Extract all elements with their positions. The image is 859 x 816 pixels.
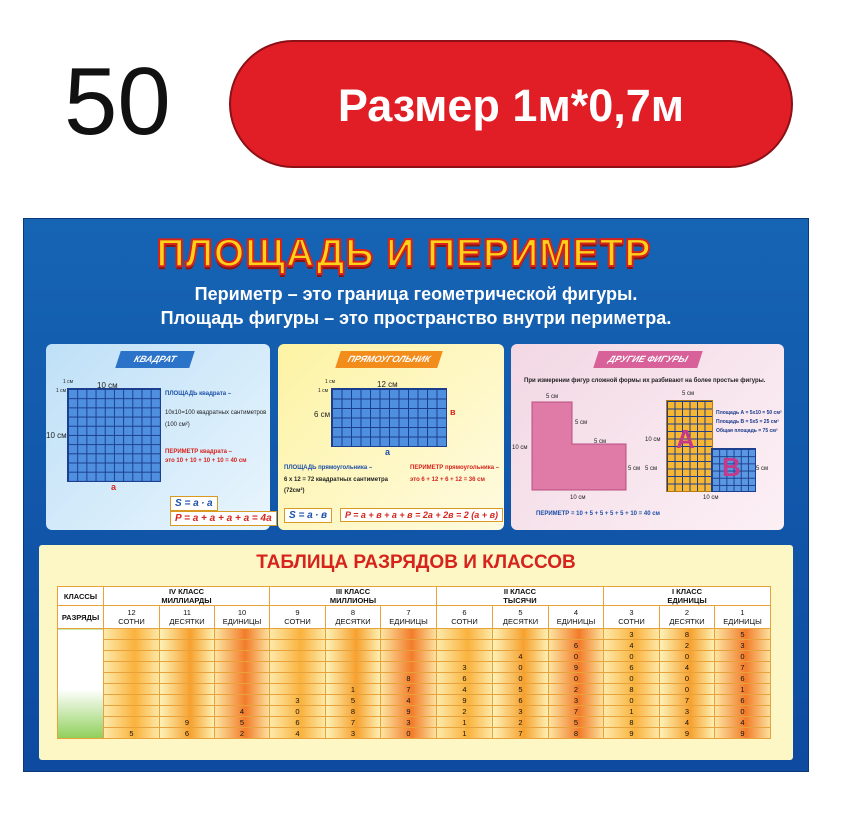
table-cell: 3 [270,695,326,706]
table-cell: 9 [715,728,771,739]
table-cell [326,640,381,651]
table-cell: 9 [160,717,215,728]
table-cell [437,651,493,662]
table-cell [104,629,160,640]
table-cell [381,640,437,651]
table-cell [549,629,604,640]
shapes-dim-bottom: 10 см [703,495,719,501]
table-cell: 0 [493,662,549,673]
ranks-table [57,586,771,739]
rank-header: 4 ЕДИНИЦЫ [549,606,604,629]
table-cell: 4 [215,706,270,717]
table-cell [160,629,215,640]
shape-a-dim-top: 5 см [682,391,695,397]
rank-header: 9 СОТНИ [270,606,326,629]
row-label-classes: КЛАССЫ [58,587,104,606]
table-cell [160,651,215,662]
table-cell: 0 [660,684,715,695]
table-cell: 0 [715,651,771,662]
table-cell [215,640,270,651]
rank-header: 7 ЕДИНИЦЫ [381,606,437,629]
table-cell [381,629,437,640]
table-cell [381,662,437,673]
square-formula-perimeter: P = a + a + a + a = 4a [170,511,277,526]
shape-b-dim-left: 5 см [645,466,658,472]
table-cell: 7 [381,684,437,695]
table-cell: 2 [215,728,270,739]
item-number: 50 [64,48,171,155]
square-unit-2: 1 см [56,388,67,394]
table-cell: 4 [493,651,549,662]
rectangle-area-3: (72см²) [284,488,305,494]
rectangle-perimeter-1: ПЕРИМЕТР прямоугольника – [410,465,500,471]
table-cell [270,640,326,651]
table-row [58,651,771,662]
table-cell [326,651,381,662]
table-cell: 7 [715,662,771,673]
table-cell: 6 [270,717,326,728]
size-badge [229,40,793,168]
table-cell: 3 [604,629,660,640]
table-cell [104,662,160,673]
l-shape-dim-top: 5 см [546,394,559,400]
table-cell: 6 [604,662,660,673]
square-letter-a: а [111,482,117,492]
table-cell [160,673,215,684]
shape-b-dim-right: 5 см [756,466,769,472]
table-cell: 0 [270,706,326,717]
table-cell [493,629,549,640]
size-label: Размер 1м*0,7м [337,80,685,131]
table-cell: 5 [104,728,160,739]
table-row [58,728,771,739]
table-cell [160,640,215,651]
table-cell [437,640,493,651]
rectangle-unit-1: 1 см [325,379,336,385]
table-cell: 6 [437,673,493,684]
table-cell: 9 [660,728,715,739]
table-cell: 5 [493,684,549,695]
rectangle-formula-perimeter: P = a + в + a + в = 2a + 2в = 2 (a + в) [340,508,503,522]
table-cell: 6 [715,695,771,706]
table-cell [215,651,270,662]
table-row [58,717,771,728]
table-cell [270,673,326,684]
l-shape-dim-bottom: 10 см [570,495,586,501]
table-cell: 7 [493,728,549,739]
table-cell [437,629,493,640]
table-row [58,684,771,695]
table-cell [493,640,549,651]
area-definition: Площадь фигуры – это пространство внутри периметра. [160,308,672,328]
table-cell: 3 [493,706,549,717]
table-cell: 1 [437,728,493,739]
rank-header: 1 ЕДИНИЦЫ [715,606,771,629]
table-cell [104,651,160,662]
table-cell: 9 [381,706,437,717]
table-cell: 3 [326,728,381,739]
class-header: IV КЛАСС МИЛЛИАРДЫ [104,587,270,606]
table-cell: 7 [326,717,381,728]
area-a-note: Площадь А = 5х10 = 50 см² [716,410,782,416]
table-cell: 9 [604,728,660,739]
table-cell: 1 [715,684,771,695]
table-cell: 0 [604,651,660,662]
table-cell: 6 [715,673,771,684]
table-row [58,673,771,684]
table-title: ТАБЛИЦА РАЗРЯДОВ И КЛАССОВ [256,552,576,573]
table-cell: 8 [660,629,715,640]
table-cell [326,673,381,684]
table-row [58,662,771,673]
table-cell: 3 [660,706,715,717]
table-cell: 3 [381,717,437,728]
rank-header: 11 ДЕСЯТКИ [160,606,215,629]
table-cell [215,684,270,695]
shape-letter-b: B [722,452,741,482]
table-cell [160,662,215,673]
l-shape-dim-inner-h: 5 см [594,439,607,445]
rectangle-letter-a: а [385,447,391,457]
square-formula-area: S = a ∙ a [170,496,218,511]
table-cell: 5 [326,695,381,706]
row-label-filler [58,629,104,739]
table-cell: 0 [604,695,660,706]
table-cell: 4 [381,695,437,706]
table-cell: 4 [660,717,715,728]
rectangle-area-1: ПЛОЩАДЬ прямоугольника – [284,465,373,471]
l-shape-dim-right: 5 см [628,466,641,472]
table-cell: 8 [549,728,604,739]
table-cell [215,695,270,706]
square-area-3: (100 см²) [165,422,190,428]
table-cell [270,662,326,673]
table-cell [104,640,160,651]
table-cell [215,629,270,640]
l-shape-dim-inner-v: 5 см [575,420,588,426]
table-cell: 0 [660,673,715,684]
table-cell: 0 [660,651,715,662]
table-cell [104,684,160,695]
other-shapes-intro: При измерении фигур сложной формы их разбивают на более простые фигуры. [524,378,766,384]
table-cell [104,673,160,684]
table-row [58,629,771,640]
table-cell: 6 [493,695,549,706]
rectangle-grid [331,388,447,447]
table-cell [215,673,270,684]
square-perimeter-2: это 10 + 10 + 10 + 10 = 40 см [165,458,247,464]
square-tag: КВАДРАТ [115,351,195,368]
square-side-left: 10 см [46,431,67,440]
table-cell: 1 [326,684,381,695]
table-cell: 0 [381,728,437,739]
table-cell: 8 [604,717,660,728]
table-cell [326,629,381,640]
rank-header: 2 ДЕСЯТКИ [660,606,715,629]
table-cell [104,695,160,706]
table-cell: 5 [215,717,270,728]
table-cell: 0 [549,651,604,662]
rectangle-side-left: 6 см [314,410,331,419]
rank-header: 6 СОТНИ [437,606,493,629]
table-cell: 3 [715,640,771,651]
table-cell: 5 [549,717,604,728]
other-shapes-tag: ДРУГИЕ ФИГУРЫ [593,351,703,368]
rectangle-side-top: 12 см [377,380,398,389]
table-cell: 5 [715,629,771,640]
table-cell [160,684,215,695]
table-cell: 1 [437,717,493,728]
table-cell [270,684,326,695]
table-cell: 0 [604,673,660,684]
table-cell: 4 [270,728,326,739]
table-cell: 2 [493,717,549,728]
table-cell: 3 [549,695,604,706]
rank-header: 8 ДЕСЯТКИ [326,606,381,629]
table-cell: 0 [549,673,604,684]
table-cell: 7 [549,706,604,717]
shape-letter-a: A [676,424,695,454]
table-cell [270,651,326,662]
table-cell: 6 [549,640,604,651]
table-row [58,706,771,717]
square-unit-1: 1 см [63,379,74,385]
table-row [58,640,771,651]
table-cell: 4 [604,640,660,651]
rank-header: 12 СОТНИ [104,606,160,629]
row-label-ranks: РАЗРЯДЫ [58,606,104,629]
rectangle-area-2: 6 х 12 = 72 квадратных сантиметра [284,477,388,483]
table-cell: 8 [381,673,437,684]
table-cell: 6 [160,728,215,739]
table-cell: 9 [437,695,493,706]
table-cell [104,717,160,728]
shape-a-dim-left: 10 см [645,437,661,443]
rank-header: 10 ЕДИНИЦЫ [215,606,270,629]
table-cell: 2 [660,640,715,651]
table-cell: 4 [660,662,715,673]
perimeter-definition: Периметр – это граница геометрической фигуры. [194,284,638,304]
rectangle-tag: ПРЯМОУГОЛЬНИК [335,351,443,368]
table-cell [270,629,326,640]
square-perimeter-1: ПЕРИМЕТР квадрата – [165,449,233,455]
table-cell [381,651,437,662]
table-cell: 1 [604,706,660,717]
rectangle-formula-area: S = a ∙ в [284,508,332,523]
l-shape [530,400,630,492]
table-cell: 4 [715,717,771,728]
table-cell: 9 [549,662,604,673]
table-cell [215,662,270,673]
table-cell [160,706,215,717]
rank-header: 5 ДЕСЯТКИ [493,606,549,629]
rectangle-perimeter-2: это 6 + 12 + 6 + 12 = 36 см [410,477,485,483]
class-header: II КЛАСС ТЫСЯЧИ [437,587,604,606]
square-grid [67,388,161,482]
table-cell [104,706,160,717]
rectangle-unit-2: 1 см [318,388,329,394]
total-area-note: Общая площадь = 75 см² [716,428,778,434]
class-header: I КЛАСС ЕДИНИЦЫ [604,587,771,606]
table-cell: 4 [437,684,493,695]
square-area-2: 10х10=100 квадратных сантиметров [165,410,267,416]
table-cell: 0 [493,673,549,684]
table-cell: 7 [660,695,715,706]
rectangle-letter-b: в [450,407,456,417]
l-shape-dim-left: 10 см [512,445,528,451]
table-row [58,695,771,706]
table-cell [326,662,381,673]
table-cell: 3 [437,662,493,673]
area-b-note: Площадь В = 5х5 = 25 см² [716,419,779,425]
rank-header: 3 СОТНИ [604,606,660,629]
square-side-top: 10 см [97,381,118,390]
table-cell: 8 [326,706,381,717]
class-header: III КЛАСС МИЛЛИОНЫ [270,587,437,606]
table-cell: 0 [715,706,771,717]
poster-title: ПЛОЩАДЬ И ПЕРИМЕТР [156,232,652,275]
table-cell: 2 [437,706,493,717]
table-cell: 2 [549,684,604,695]
table-cell: 8 [604,684,660,695]
table-cell [160,695,215,706]
other-perimeter: ПЕРИМЕТР = 10 + 5 + 5 + 5 + 5 + 10 = 40 см [536,511,660,517]
square-area-1: ПЛОЩАДЬ квадрата – [165,391,232,397]
